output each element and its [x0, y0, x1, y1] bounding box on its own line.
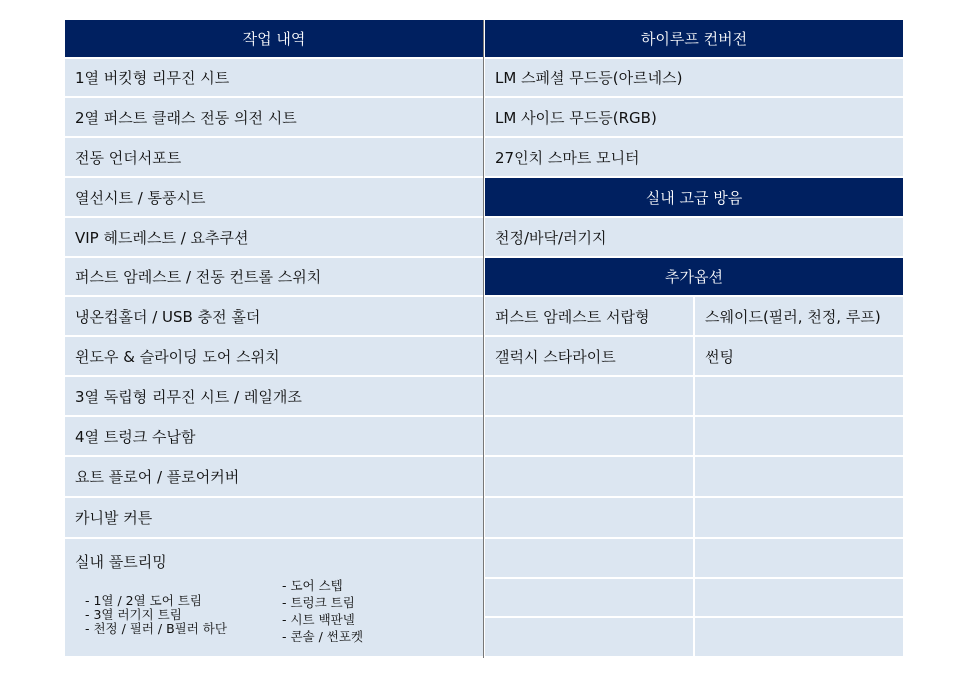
left-item: 요트 플로어 / 플로어커버 [65, 457, 483, 496]
option-empty-cell [695, 579, 903, 616]
soundproof-header: 실내 고급 방음 [485, 178, 903, 216]
option-empty-cell [695, 618, 903, 656]
option-empty-cell [695, 498, 903, 537]
option-empty-cell [485, 618, 693, 656]
left-item: 전동 언더서포트 [65, 138, 483, 176]
option-empty-cell [485, 498, 693, 537]
option-item: 퍼스트 암레스트 서랍형 [485, 297, 693, 335]
trim-title: 실내 풀트리밍 [75, 553, 167, 571]
hiroof-item: LM 스페셜 무드등(아르네스) [485, 59, 903, 96]
option-empty-cell [695, 417, 903, 455]
option-empty-cell [695, 377, 903, 415]
option-empty-cell [485, 377, 693, 415]
hiroof-item: LM 사이드 무드등(RGB) [485, 98, 903, 136]
option-empty-cell [485, 579, 693, 616]
left-item: 퍼스트 암레스트 / 전동 컨트롤 스위치 [65, 258, 483, 295]
left-item: 윈도우 & 슬라이딩 도어 스위치 [65, 337, 483, 375]
trim-detail: - 도어 스텝 [282, 578, 343, 593]
left-item: 3열 독립형 리무진 시트 / 레일개조 [65, 377, 483, 415]
left-item: 냉온컵홀더 / USB 충전 홀더 [65, 297, 483, 335]
trim-details-col2 [282, 577, 363, 645]
option-empty-cell [695, 539, 903, 577]
trim-detail: - 콘솔 / 썬포켓 [282, 629, 364, 644]
option-empty-cell [485, 457, 693, 496]
option-item: 썬팅 [695, 337, 903, 375]
column-divider [483, 20, 484, 658]
left-item: VIP 헤드레스트 / 요추쿠션 [65, 218, 483, 256]
left-item: 열선시트 / 통풍시트 [65, 178, 483, 216]
option-empty-cell [485, 539, 693, 577]
trim-detail: - 천정 / 필러 / B필러 하단 [85, 621, 227, 636]
left-item: 4열 트렁크 수납함 [65, 417, 483, 455]
trim-detail: - 1열 / 2열 도어 트림 [85, 593, 202, 608]
left-item: 2열 퍼스트 클래스 전동 의전 시트 [65, 98, 483, 136]
left-item: 1열 버킷형 리무진 시트 [65, 59, 483, 96]
hiroof-item: 27인치 스마트 모니터 [485, 138, 903, 176]
option-empty-cell [695, 457, 903, 496]
left-item: 카니발 커튼 [65, 498, 483, 537]
option-empty-cell [485, 417, 693, 455]
option-item: 스웨이드(필러, 천정, 루프) [695, 297, 903, 335]
left-header: 작업 내역 [65, 20, 483, 57]
soundproof-item: 천정/바닥/러기지 [485, 218, 903, 256]
trim-detail: - 트렁크 트림 [282, 595, 355, 610]
trim-detail: - 시트 백판넬 [282, 612, 355, 627]
option-item: 갤럭시 스타라이트 [485, 337, 693, 375]
left-item-trim-block [65, 539, 483, 656]
trim-details-col1 [85, 594, 227, 636]
trim-detail: - 3열 러기지 트림 [85, 607, 182, 622]
hiroof-header: 하이루프 컨버전 [485, 20, 903, 57]
options-header: 추가옵션 [485, 258, 903, 295]
